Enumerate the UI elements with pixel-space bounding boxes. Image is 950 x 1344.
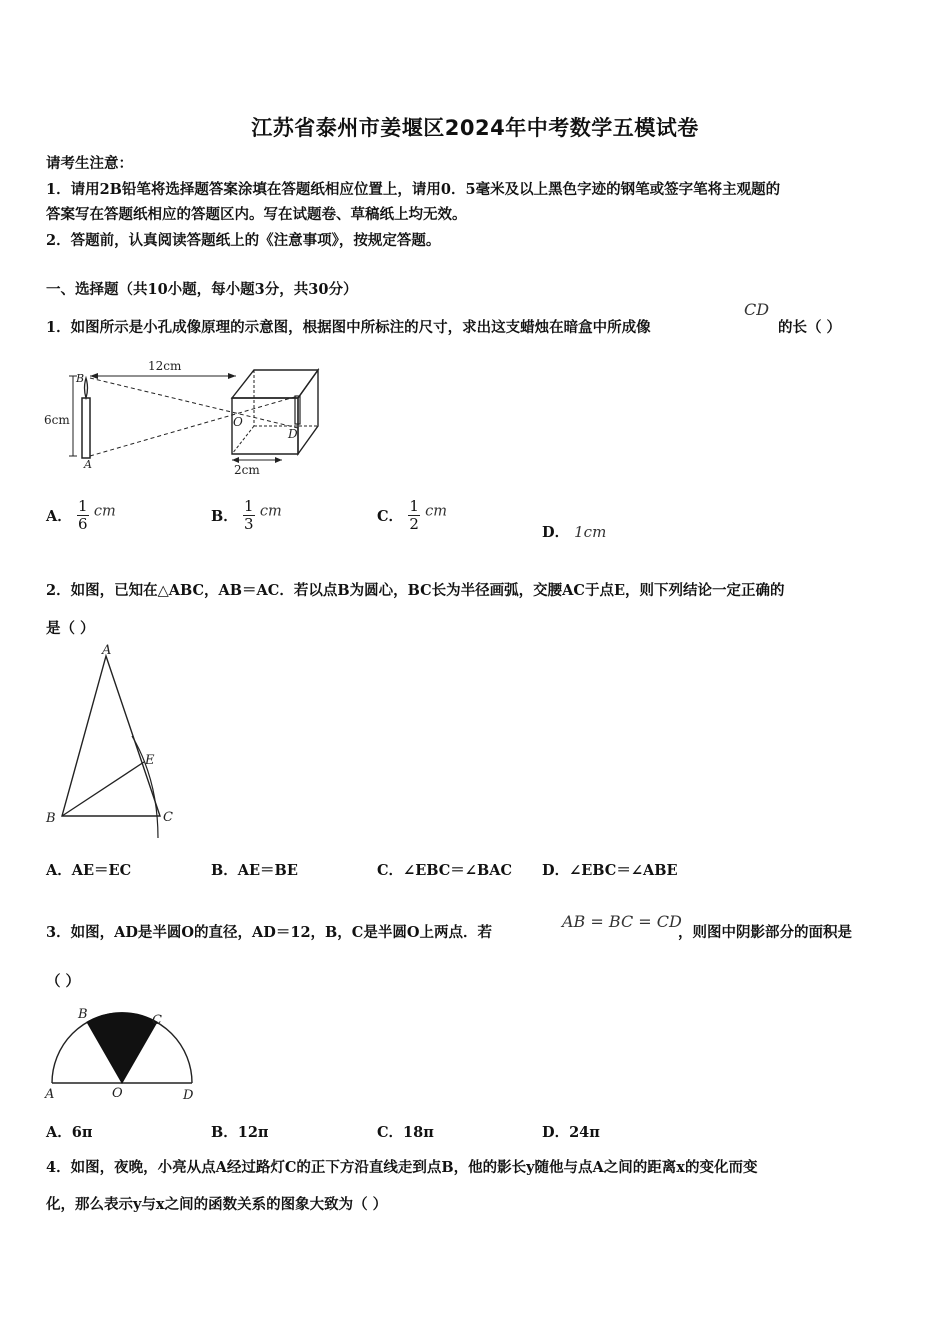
q1-option-a-fraction — [77, 498, 89, 533]
q1-option-b-label: B． — [211, 508, 238, 525]
q1-stem: 1．如图所示是小孔成像原理的示意图，根据图中所标注的尺寸，求出这支蜡烛在暗盒中所成像 — [46, 319, 651, 336]
q1-option-c-fraction — [408, 498, 420, 533]
q2-label-c: C — [163, 810, 173, 825]
q2-label-b: B — [46, 811, 56, 826]
section-heading: 一、选择题（共10小题，每小题3分，共30分） — [46, 281, 358, 298]
notice-line-3: 2．答题前，认真阅读答题纸上的《注意事项》，按规定答题。 — [46, 232, 441, 249]
q1-option-c-unit: cm — [425, 503, 448, 520]
q1-stem-tail: 的长（ ） — [778, 319, 842, 336]
q2-label-a: A — [102, 643, 112, 658]
q1-option-c-den: 2 — [409, 515, 419, 533]
q1-option-d — [542, 521, 606, 542]
q1-label-2cm: 2cm — [234, 463, 260, 477]
q1-option-d-label: D． — [542, 524, 570, 541]
q1-option-c-num: 1 — [409, 497, 419, 515]
q3-label-b: B — [78, 1007, 88, 1022]
q3-stem: 3．如图，AD是半圆O的直径，AD＝12，B，C是半圆O上两点．若 — [46, 924, 492, 941]
q1-option-a — [46, 498, 116, 533]
q2-option-b: B．AE＝BE — [211, 862, 298, 879]
q3-stem-tail: ，则图中阴影部分的面积是 — [678, 924, 852, 941]
q1-option-a-num: 1 — [78, 497, 88, 515]
q3-option-a: A．6π — [46, 1124, 93, 1141]
q4-stem: 4．如图，夜晚，小亮从点A经过路灯C的正下方沿直线走到点B，他的影长y随他与点A之间的距离x的变化而变 — [46, 1159, 758, 1176]
notice-line-1: 1．请用2B铅笔将选择题答案涂填在答题纸相应位置上，请用0．5毫米及以上黑色字迹的钢笔或签字笔将主观题的 — [46, 181, 781, 198]
q1-option-a-label: A． — [46, 508, 72, 525]
q4-stem-2: 化，那么表示y与x之间的函数关系的图象大致为（ ） — [46, 1196, 388, 1213]
q2-label-e: E — [145, 753, 155, 768]
q2-triangle-figure — [40, 640, 190, 840]
q1-option-a-unit: cm — [93, 503, 116, 520]
q3-stem-2: （ ） — [46, 973, 81, 990]
q1-option-b — [211, 498, 282, 533]
q3-label-c: C — [152, 1013, 162, 1028]
q1-option-c-label: C． — [377, 508, 404, 525]
q1-label-d: D — [288, 427, 298, 441]
q3-label-o: O — [112, 1086, 123, 1101]
q1-option-b-unit: cm — [259, 503, 282, 520]
q1-pinhole-figure — [40, 356, 330, 481]
q3-label-a: A — [45, 1087, 55, 1102]
q1-option-d-value: 1cm — [574, 523, 607, 541]
q1-option-c — [377, 498, 447, 533]
q3-label-d: D — [183, 1088, 194, 1103]
page-title: 江苏省泰州市姜堰区2024年中考数学五模试卷 — [251, 116, 699, 140]
q1-option-b-den: 3 — [244, 515, 254, 533]
q1-label-o: O — [233, 415, 243, 429]
q3-option-c: C．18π — [377, 1124, 434, 1141]
q2-option-c: C．∠EBC＝∠BAC — [377, 862, 513, 879]
notice-line-2: 答案写在答题纸相应的答题区内。写在试题卷、草稿纸上均无效。 — [46, 206, 467, 223]
q2-option-a: A．AE＝EC — [46, 862, 132, 879]
q1-label-b: B — [76, 372, 85, 385]
q2-stem: 2．如图，已知在△ABC，AB＝AC．若以点B为圆心，BC长为半径画弧，交腰AC于点E，则下列结论一定正确的 — [46, 582, 785, 599]
q3-semicircle-figure — [40, 1002, 210, 1104]
q1-label-a: A — [84, 458, 92, 471]
q1-option-b-num: 1 — [244, 497, 254, 515]
notice-heading: 请考生注意： — [46, 155, 133, 172]
q1-label-6cm: 6cm — [44, 413, 70, 427]
q1-label-12cm: 12cm — [148, 359, 182, 373]
q2-stem-2: 是（ ） — [46, 620, 95, 637]
q2-option-d: D．∠EBC＝∠ABE — [542, 862, 678, 879]
q1-math-cd: CD — [744, 300, 770, 319]
q3-option-d: D．24π — [542, 1124, 600, 1141]
q1-option-a-den: 6 — [78, 515, 88, 533]
q3-math-arcs: AB = BC = CD — [562, 912, 682, 931]
q1-option-b-fraction — [243, 498, 255, 533]
q3-option-b: B．12π — [211, 1124, 269, 1141]
